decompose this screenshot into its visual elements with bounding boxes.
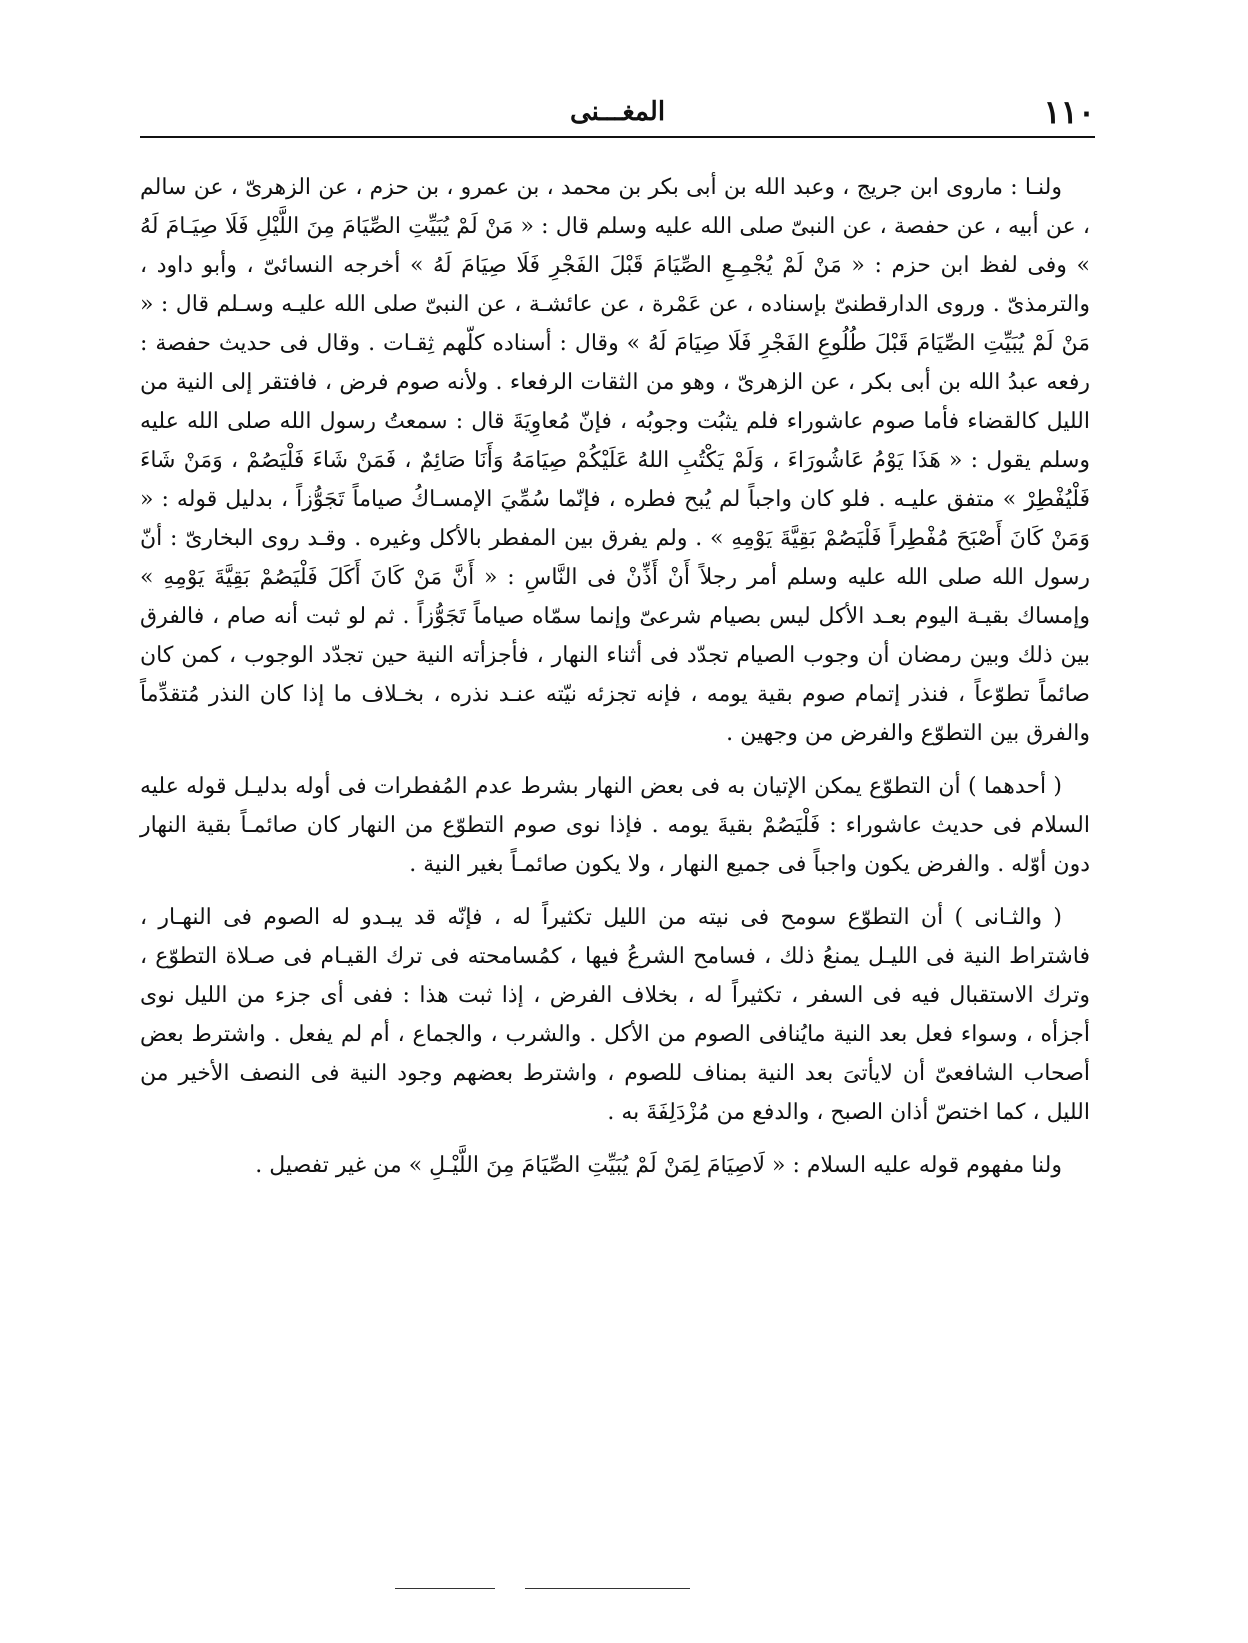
footer-rule-right — [525, 1588, 690, 1589]
header-divider — [140, 136, 1095, 138]
paragraph-first-difference: ( أحدهما ) أن التطوّع يمكن الإتيان به فى بعض النهار بشرط عدم المُفطرات فى أوله بدليـل قوله عليه السلام فى حديث عاشوراء : فَلْيَصُمْ بقيةَ يومه . فإذا نوى صوم التطوّع من النهار كان صائمـاً بقية النهار دون أوّله . والفرض يكون واجباً فى جميع النهار ، ولا يكون صائمـاً بغير النية . — [140, 774, 1090, 877]
page-header — [140, 92, 1095, 132]
main-text — [140, 168, 1090, 1185]
paragraph-conclusion: ولنا مفهوم قوله عليه السلام : « لَاصِيَامَ لِمَنْ لَمْ يُبَيِّتِ الصِّيَامَ مِنَ اللَّيْـلِ » من غير تفصيل . — [255, 1153, 1062, 1178]
page-number: ١١٠ — [1043, 93, 1095, 131]
footer-divider — [0, 1588, 1248, 1598]
running-title: المغـــنى — [569, 97, 666, 127]
paragraph-main-argument: ولنـا : ماروى ابن جريج ، وعبد الله بن أبى بكر بن محمد ، بن عمرو ، بن حزم ، عن الزهرىّ ، عن سالم ، عن أبيه ، عن حفصة ، عن النبىّ صلى الله عليه وسلم قال : « مَنْ لَمْ يُبَيِّتِ الصِّيَامَ مِنَ اللَّيْلِ فَلَا صِيَـامَ لَهُ » وفى لفظ ابن حزم : « مَنْ لَمْ يُجْمِـعِ الصِّيَامَ قَبْلَ الفَجْرِ فَلَا صِيَامَ لَهُ » أخرجه النسائىّ ، وأبو داود ، والترمذىّ . وروى الدارقطنىّ بإسناده ، عن عَمْرة ، عن عائشـة ، عن النبىّ صلى الله عليـه وسـلم قال : « مَنْ لَمْ يُبَيِّتِ الصِّيَامَ قَبْلَ طُلُوعِ الفَجْرِ فَلَا صِيَامَ لَهُ » وقال : أسناده كلّهم ثِقـات . وقال فى حديث حفصة : رفعه عبدُ الله بن أبى بكر ، عن الزهرىّ ، وهو من الثقات الرفعاء . ولأنه صوم فرض ، فافتقر إلى النية من الليل كالقضاء فأما صوم عاشوراء فلم يثبُت وجوبُه ، فإنّ مُعاوِيَةَ قال : سمعتُ رسول الله صلى الله عليه وسلم يقول : « هَذَا يَوْمُ عَاشُورَاءَ ، وَلَمْ يَكْتُبِ اللهُ عَلَيْكُمْ صِيَامَهُ وَأَنَا صَائِمٌ ، فَمَنْ شَاءَ فَلْيَصُمْ ، وَمَنْ شَاءَ فَلْيُفْطِرْ » متفق عليـه . فلو كان واجباً لم يُبح فطره ، فإنّما سُمِّيَ الإمسـاكُ صياماً تَجَوُّزاً ، بدليل قوله : « وَمَنْ كَانَ أَصْبَحَ مُفْطِراً فَلْيَصُمْ بَقِيَّةَ يَوْمِهِ » . ولم يفرق بين المفطر بالأكل وغيره . وقـد روى البخارىّ : أنّ رسول الله صلى الله عليه وسلم أمر رجلاً أَنْ أَذِّنْ فى النَّاسِ : « أَنَّ مَنْ كَانَ أَكَلَ فَلْيَصُمْ بَقِيَّةَ يَوْمِهِ » وإمساك بقيـة اليوم بعـد الأكل ليس بصيام شرعىّ وإنما سمّاه صياماً تَجَوُّزاً . ثم لو ثبت أنه صام ، فالفرق بين ذلك وبين رمضان أن وجوب الصيام تجدّد فى أثناء النهار ، فأجزأته النية حين تجدّد الوجوب ، كمن كان صائماً تطوّعاً ، فنذر إتمام صوم بقية يومه ، فإنه تجزئه نيّته عنـد نذره ، بخـلاف ما إذا كان النذر مُتقدِّماً والفرق بين التطوّع والفرض من وجهين . — [140, 175, 1091, 746]
paragraph-second-difference: ( والثـانى ) أن التطوّع سومح فى نيته من الليل تكثيراً له ، فإنّه قد يبـدو له الصوم فى النهـار ، فاشتراط النية فى الليـل يمنعُ ذلك ، فسامح الشرعُ فيها ، كمُسامحته فى ترك القيـام فى صـلاة التطوّع ، وترك الاستقبال فيه فى السفر ، تكثيراً له ، بخلاف الفرض ، إذا ثبت هذا : ففى أى جزء من الليل نوى أجزأه ، وسواء فعل بعد النية مايُنافى الصوم من الأكل . والشرب ، والجماع ، أم لم يفعل . واشترط بعض أصحاب الشافعىّ أن لايأتىَ بعد النية بمناف للصوم ، واشترط بعضهم وجود النية فى النصف الأخير من الليل ، كما اختصّ أذان الصبح ، والدفع من مُزْدَلِفَةَ به . — [140, 905, 1090, 1125]
footer-rule-left — [395, 1588, 495, 1589]
